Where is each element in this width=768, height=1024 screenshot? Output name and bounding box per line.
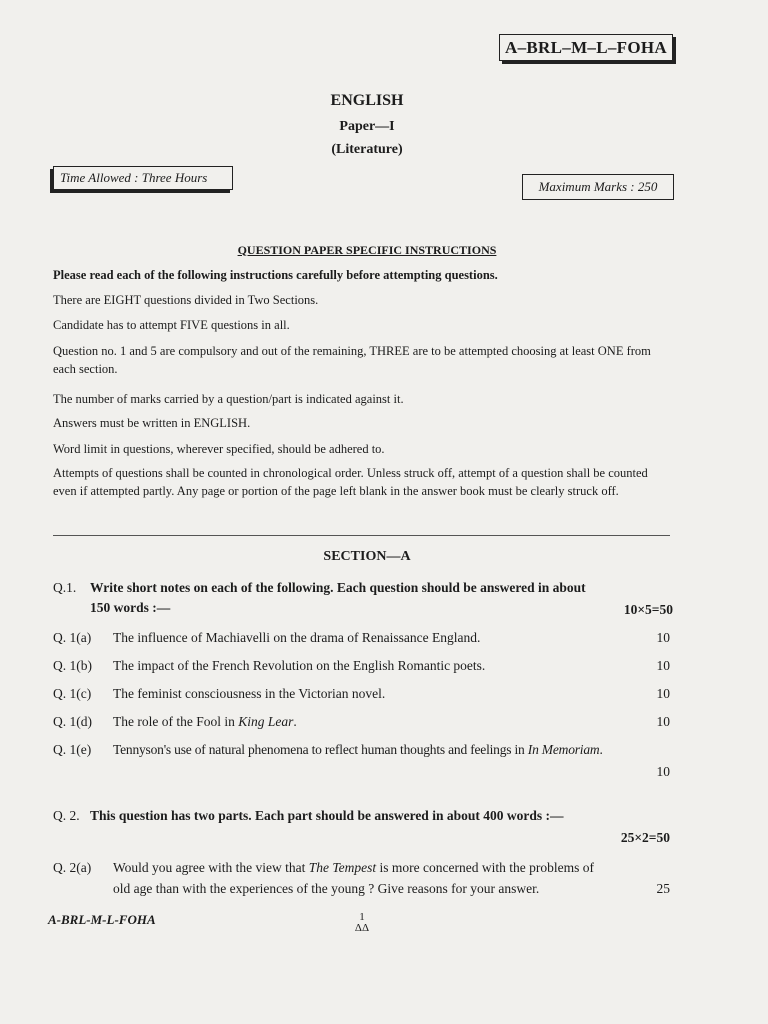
part-marks: 10 (656, 764, 670, 779)
time-allowed-box: Time Allowed : Three Hours (53, 166, 233, 190)
work-title: In Memoriam (527, 742, 600, 757)
instruction-item: Question no. 1 and 5 are compulsory and out of the remaining, THREE are to be attempted choosing at least ONE from each section. (53, 344, 651, 376)
question-part (53, 712, 670, 732)
part-number: Q. 1(c) (53, 686, 92, 701)
work-title: King Lear (238, 714, 294, 729)
part-text (113, 858, 594, 878)
instruction-item: Attempts of questions shall be counted in chronological order. Unless struck off, attempt of a question shall be counted even if attempted partly. Any page or portion of the page left blank in the answer book must be clearly struck off. (53, 466, 648, 498)
paper-number: Paper—I (339, 119, 395, 134)
instruction-item: Word limit in questions, wherever specified, should be adhered to. (53, 442, 385, 456)
question-part (53, 858, 670, 900)
part-number: Q. 1(b) (53, 658, 92, 673)
question-number: Q. 2. (53, 808, 80, 823)
part-text (113, 740, 603, 760)
instruction-item: Answers must be written in ENGLISH. (53, 416, 251, 430)
part-marks: 25 (656, 881, 670, 896)
instruction-item: There are EIGHT questions divided in Two Sections. (53, 293, 319, 307)
part-text-plain: . (599, 742, 603, 757)
part-text-plain: Would you agree with the view that (113, 860, 309, 875)
paper-type: (Literature) (331, 142, 403, 157)
part-text-plain: Tennyson's use of natural phenomena to reflect human thoughts and feelings in (113, 742, 528, 757)
question-marks: 25×2=50 (620, 830, 670, 845)
work-title: The Tempest (308, 860, 377, 875)
part-number: Q. 1(d) (53, 714, 92, 729)
part-number: Q. 1(e) (53, 742, 92, 757)
part-marks: 10 (656, 686, 670, 701)
part-number: Q. 2(a) (53, 860, 92, 875)
part-text: The feminist consciousness in the Victorian novel. (113, 686, 386, 701)
question-number: Q.1. (53, 580, 77, 595)
part-text-plain: is more concerned with the problems of (376, 860, 594, 875)
question-part (53, 684, 670, 704)
instructions-title: QUESTION PAPER SPECIFIC INSTRUCTIONS (237, 243, 497, 257)
part-text-plain: The role of the Fool in (113, 714, 239, 729)
question-text: This question has two parts. Each part should be answered in about 400 words :— (90, 808, 564, 823)
footer-paper-code: A-BRL-M-L-FOHA (48, 912, 156, 927)
maximum-marks-box: Maximum Marks : 250 (522, 174, 674, 200)
question-2 (53, 806, 670, 848)
part-text: The impact of the French Revolution on the English Romantic poets. (113, 658, 486, 673)
subject-title: ENGLISH (330, 92, 404, 109)
part-marks: 10 (656, 630, 670, 645)
part-marks: 10 (656, 714, 670, 729)
question-1 (53, 578, 673, 620)
paper-code-box: A–BRL–M–L–FOHA (499, 34, 673, 61)
instruction-item: The number of marks carried by a question/part is indicated against it. (53, 392, 404, 406)
page-number (352, 912, 372, 934)
question-part (53, 628, 670, 648)
question-part (53, 740, 670, 782)
part-marks: 10 (656, 658, 670, 673)
instruction-item: Candidate has to attempt FIVE questions in all. (53, 318, 290, 332)
part-text: The influence of Machiavelli on the drama of Renaissance England. (113, 630, 481, 645)
part-text-plain: . (293, 714, 297, 729)
question-text-cont: 150 words :— (90, 600, 171, 615)
page-number-value: 1 (359, 911, 365, 923)
part-number: Q. 1(a) (53, 630, 92, 645)
question-part (53, 656, 670, 676)
instructions-intro: Please read each of the following instructions carefully before attempting questions. (53, 268, 498, 282)
part-text (113, 712, 297, 732)
section-heading: SECTION—A (323, 549, 411, 564)
part-text-cont: old age than with the experiences of the young ? Give reasons for your answer. (113, 881, 540, 896)
question-marks: 10×5=50 (623, 602, 673, 617)
page-mark: ΔΔ (354, 922, 370, 934)
question-text: Write short notes on each of the following. Each question should be answered in about (90, 580, 586, 595)
divider (53, 535, 670, 536)
